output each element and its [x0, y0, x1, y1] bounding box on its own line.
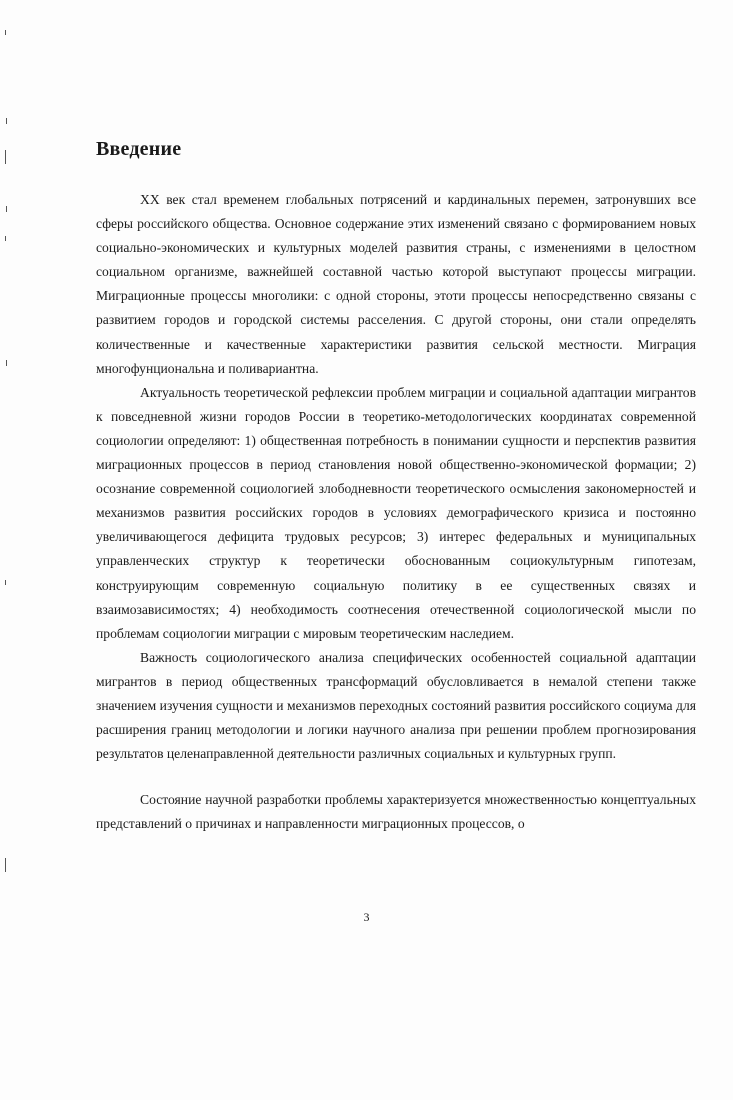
scan-artifact: [6, 360, 7, 366]
paragraph: Актуальность теоретической рефлексии проблем миграции и социальной адаптации мигрантов к повседневной жизни городов России в теоретико-методологических координатах современной социологии определяют: 1) общественная потребность в понимании сущности и перспектив развития миграционных процессов в период становления новой общественно-экономической формации; 2) осознание современной социологией злободневности теоретического осмысления закономерностей и механизмов развития российских городов в условиях демографического кризиса и постоянно увеличивающегося дефицита трудовых ресурсов; 3) интерес федеральных и муниципальных управленческих структур к теоретически обоснованным социокультурным гипотезам, конструирующим современную социальную политику в ее существенных связях и взаимозависимостях; 4) необходимость соотнесения отечественной социологической мысли по проблемам социологии миграции с мировым теоретическим наследием.: [96, 384, 696, 641]
scan-artifact: [5, 150, 6, 164]
body-text: [96, 188, 696, 836]
scan-artifact: [5, 858, 6, 872]
paragraph: Важность социологического анализа специфических особенностей социальной адаптации мигрантов в период общественных трансформаций обусловливается в немалой степени также значением изучения сущности и механизмов переходных состояний развития российского социума для расширения границ методологии и логики научного анализа при решении проблем прогнозирования результатов целенаправленной деятельности различных социальных и культурных групп.: [96, 649, 696, 762]
paragraph: XX век стал временем глобальных потрясений и кардинальных перемен, затронувших все сферы российского общества. Основное содержание этих изменений связано с формированием новых социально-экономических и культурных моделей развития страны, с изменениями в целостном социальном организме, важнейшей составной частью которой выступают процессы миграции. Миграционные процессы многолики: с одной стороны, этоти процессы непосредственно связаны с развитием городов и городской системы расселения. С другой стороны, они стали определять количественные и качественные характеристики развития сельской местности. Миграция многофунциональна и поливариантна.: [96, 192, 696, 376]
scan-artifact: [5, 580, 6, 585]
scan-artifact: [6, 206, 7, 212]
section-heading: Введение: [96, 138, 182, 160]
scan-artifact: [5, 236, 6, 241]
scan-artifact: [6, 118, 7, 124]
paragraph: Состояние научной разработки проблемы характеризуется множественностью концептуальных представлений о причинах и направленности миграционных процессов, о: [96, 792, 696, 832]
page-number: 3: [363, 910, 370, 924]
scan-artifact: [5, 30, 6, 35]
